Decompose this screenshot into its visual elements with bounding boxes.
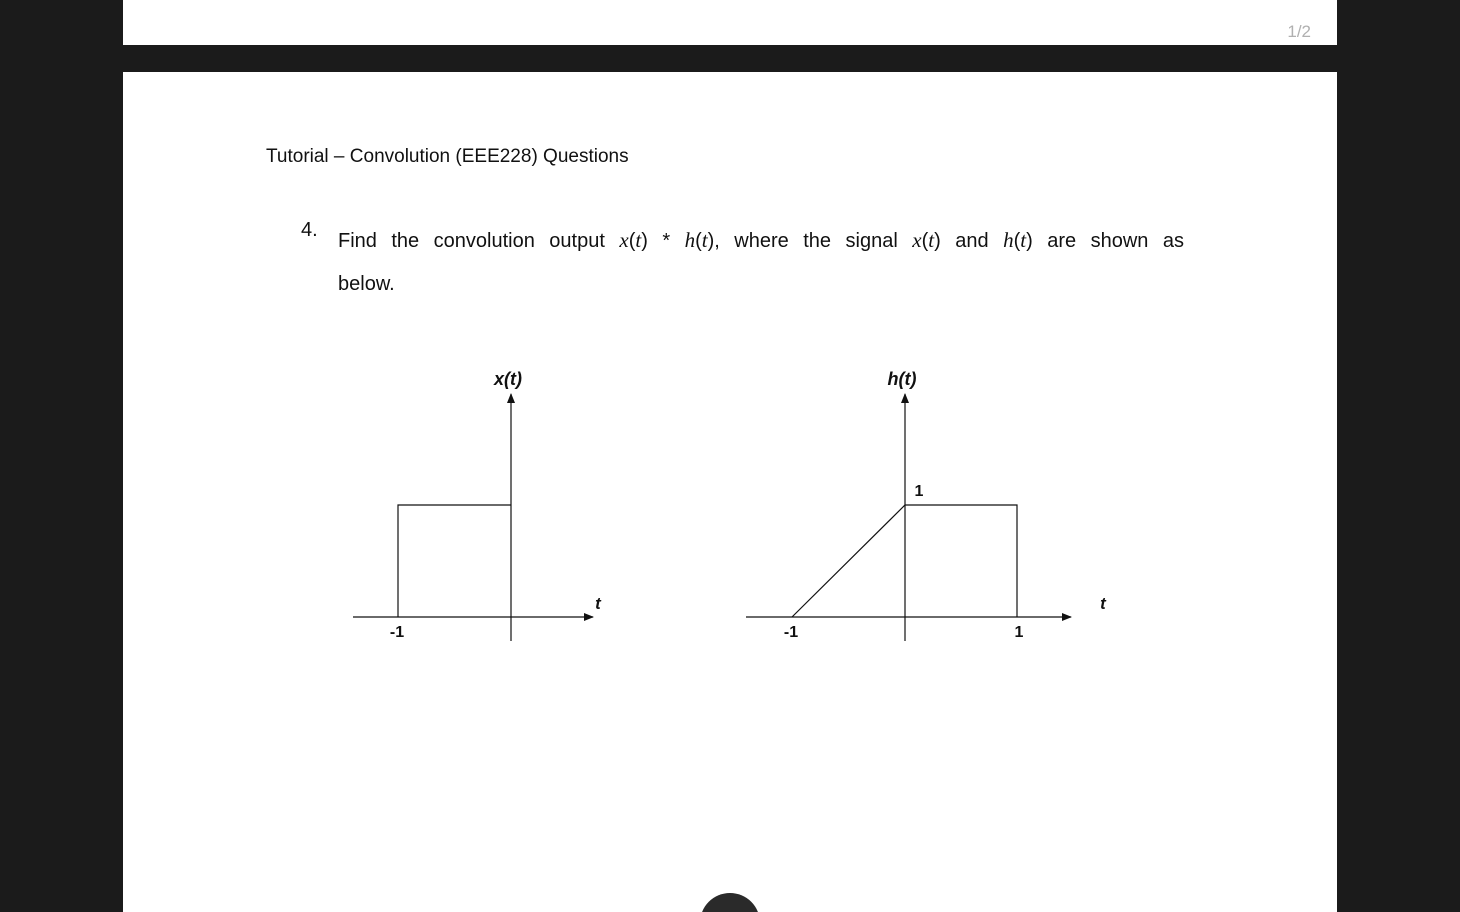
x-signal-waveform — [398, 505, 511, 617]
document-title: Tutorial – Convolution (EEE228) Questions — [266, 146, 629, 167]
question-number: 4. — [301, 219, 318, 241]
x-signal-plot — [353, 369, 602, 641]
x-plot-tick-neg1: -1 — [389, 624, 405, 641]
h-plot-xlabel: t — [1100, 594, 1106, 613]
h-signal-plot — [746, 369, 1107, 641]
x-plot-xlabel: t — [595, 594, 601, 613]
document-page — [123, 72, 1337, 912]
h-plot-tick-neg1: -1 — [783, 624, 799, 641]
h-plot-ylabel: h(t) — [887, 369, 917, 389]
h-plot-level-label: 1 — [914, 483, 924, 500]
question-line-2: below. — [338, 273, 395, 295]
previous-page-bottom — [123, 0, 1337, 45]
x-plot-ylabel: x(t) — [494, 369, 522, 389]
signal-figures — [123, 72, 1337, 912]
question-line-1: Find the convolution output x(t) * h(t), where the signal x(t) and h(t) are shown as — [338, 228, 1184, 252]
page-counter: 1/2 — [1287, 22, 1311, 41]
h-plot-tick-1: 1 — [1014, 624, 1024, 641]
